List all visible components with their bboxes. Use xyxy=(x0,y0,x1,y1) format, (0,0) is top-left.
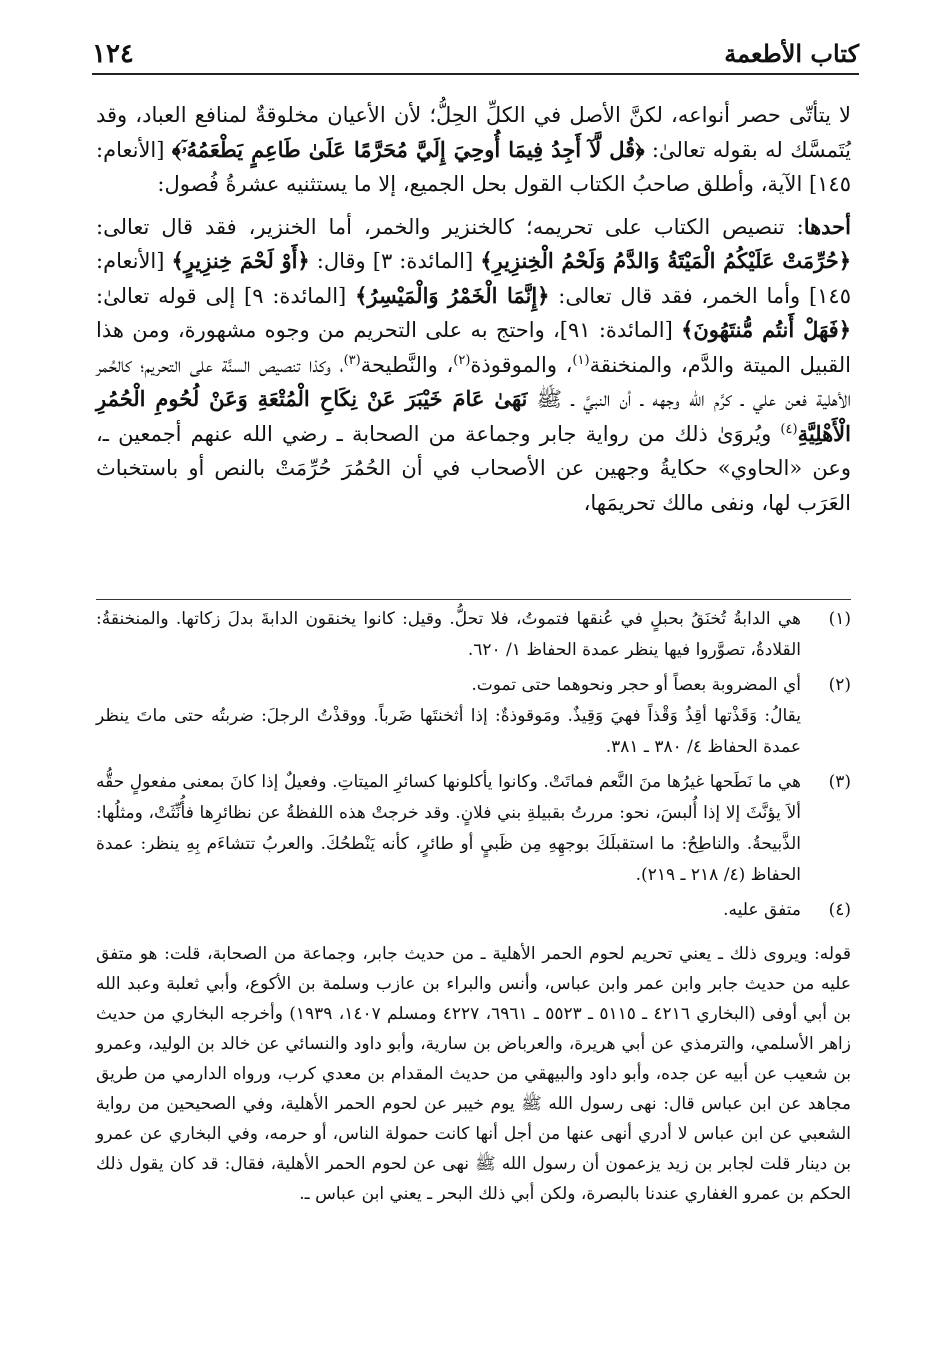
footnote-body xyxy=(96,670,801,763)
footnote-ref-3[interactable]: (٣) xyxy=(343,352,361,368)
footnote-ref-1[interactable]: (١) xyxy=(572,352,590,368)
commentary-text: قوله: ويروى ذلك ـ يعني تحريم لحوم الحمر الأهلية ـ من حديث جابر، وجماعة من الصحابة، قلت: هو متفق عليه من حديث جابر وابن عمر وابن عباس، وأنس والبراء بن عازب وسلمة بن الأكوع، وأبي ثعلبة وعبد الله بن أبي أوفى (البخاري ٤٢١٦ ـ ٥١١٥ ـ ٥٥٢٣ ـ ٦٩٦١، ٤٢٢٧ ومسلم ١٤٠٧، ١٩٣٩) وأخرجه البخاري من حديث زاهر الأسلمي، والترمذي عن أبي هريرة، والعرباض بن سارية، وأبو داود والنسائي عن خالد بن الوليد، وعمرو بن شعيب عن أبيه عن جده، وأبو داود والبيهقي من حديث المقدام بن معدي كرب، ورواه الدارمي من طريق مجاهد عن ابن عباس قال: نهى رسول الله ﷺ يوم خيبر عن لحوم الحمر الأهلية، وفي الصحيحين من رواية الشعبي عن ابن عباس لا أدري أنهى عنها من أجل أنها كانت حمولة الناس، أو حرمه، وفي البخاري عن عمرو بن دينار قلت لجابر بن زيد يزعمون أن رسول الله ﷺ نهى عن لحوم الحمر الأهلية، فقال: قد كان يقول ذلك الحكم بن عمرو الغفاري عندنا بالبصرة، ولكن أبي ذلك البحر ـ يعني ابن عباس ـ. xyxy=(96,944,852,1204)
page-number: ١٢٤ xyxy=(92,39,134,69)
text-run: ، والنَّطيحة xyxy=(360,352,454,377)
text-run: لا يتأتّى حصر أنواعه، لكنَّ الأصل في الكلِّ الحِلُّ؛ لأن الأعيان مخلوقةٌ لمنافع العباد، وقد يُتَمسَّك له بقوله تعالىٰ: xyxy=(96,103,851,162)
main-paragraph-1 xyxy=(96,98,851,202)
footnote-4 xyxy=(96,895,851,926)
footnote-body xyxy=(96,895,801,926)
footnote-3 xyxy=(96,767,851,891)
commentary-block xyxy=(96,939,851,1339)
text-run: ويُروَىٰ ذلك من رواية جابر وجماعة من الصحابة ـ رضي الله عنهم أجمعين ـ، وعن «الحاوي» حكايةُ وجهين عن الأصحاب في أن الحُمُرَ حُرِّمَتْ بالنص أو باستخباث العَرَب لها، ونفى مالك تحريمَها، xyxy=(96,421,851,515)
footnote-number: (٣) xyxy=(828,772,851,792)
footnote-body xyxy=(96,604,801,666)
footnote-text: أي المضروبة بعصاً أو حجر ونحوهما حتى تموت. xyxy=(471,675,801,695)
text-run: ، والموقوذة xyxy=(470,352,573,377)
header-divider xyxy=(92,73,859,75)
main-text xyxy=(96,98,851,584)
hadith-text: نَهَىٰ عَامَ خَيْبَرَ عَنْ نِكَاحِ الْمُتْعَةِ وَعَنْ لُحُومِ الْحُمُرِ الْأَهْلِيَّةِ xyxy=(96,386,851,446)
quran-verse: ﴿قُل لَّآ أَجِدُ فِيمَا أُوحِيَ إِلَيَّ مُحَرَّمًا عَلَىٰ طَاعِمٍ يَطْعَمُهُۥٓ﴾ xyxy=(171,136,645,162)
footnote-text: يقالُ: وَقَذْتها أقِذُ وَقْذاً فهيَ وَقِيذٌ. ومَوقوذةٌ: إذا أثخنتَها ضَرباً. ووقذْتُ الرجلَ: ضربتُه حتى ماتَ ينظر عمدة الحفاظ ٤/ ٣٨٠ ـ ٣٨١. xyxy=(96,706,801,757)
quran-verse: ﴿فَهَلْ أَنتُم مُّنتَهُونَ﴾ xyxy=(681,317,852,342)
quran-verse: ﴿إِنَّمَا الْخَمْرُ وَالْمَيْسِرُ﴾ xyxy=(355,282,550,308)
footnote-body xyxy=(96,767,801,891)
footnote-text: هي ما نَطَحها غيرُها منَ النَّعم فماتَتْ. وكانوا يأكلونها كسائرِ الميتاتِ. وفعيلٌ إذا كانَ بمعنى مفعولٍ حقُّه ألاَ يؤنَّثَ إلا إذا أُلبسَ، نحو: مررتُ بقبيلةِ بني فلانٍ. وقد خرجتْ هذه اللفظةُ عن نظائرِها فأُنِّثَتْ، ومثلُها: الذَّبيحةُ. والناطِحُ: ما استقبلَكَ بوجهِهِ مِن ظَبيٍ أو طائرٍ، كأنه يَنْطحُكَ. والعربُ تتشاءَم بِهِ ينظر: عمدة الحفاظ (٤/ ٢١٨ ـ ٢١٩). xyxy=(96,772,801,885)
text-run: [المائدة: ٩١]، واحتج به على التحريم من وجوه مشهورة، ومن هذا القبيل الميتة والدَّم، والمنخنقة xyxy=(96,318,852,377)
footnote-divider xyxy=(96,599,851,600)
text-run: [الأنعام: ١٤٥] الآية، وأطلق صاحبُ الكتاب القول بحل الجميع، إلا ما يستثنيه عشرةُ فُصول: xyxy=(96,137,851,196)
footnote-ref-4[interactable]: (٤) xyxy=(780,421,798,437)
chapter-title: كتاب الأطعمة xyxy=(724,39,859,68)
footnote-number: (٢) xyxy=(828,675,851,695)
text-run: [المائدة: ٣] وقال: xyxy=(309,249,481,273)
text-run: : تنصيص الكتاب على تحريمه؛ كالخنزير والخمر، أما الخنزير، فقد قال تعالى: xyxy=(96,214,804,239)
footnote-1 xyxy=(96,604,851,666)
text-run: ، وكذا تنصيص السنَّة على التحريم؛ كالحُمر الأهلية فعن علي ـ كرَّم الله وجهه ـ أن النبيَّ ـ ﷺ xyxy=(96,352,851,411)
section-lead-word: أحدها xyxy=(803,213,851,239)
footnote-number: (٤) xyxy=(828,900,851,920)
footnotes xyxy=(96,604,851,920)
quran-verse: ﴿أَوْ لَحْمَ خِنزِيرٍ﴾ xyxy=(171,248,310,273)
footnote-2 xyxy=(96,670,851,763)
text-run: [الأنعام: ١٤٥] وأما الخمر، فقد قال تعالى: xyxy=(96,249,851,308)
footnote-text: هي الدابةُ تُخنَقُ بحبلٍ في عُنقها فتموتُ، فلا تحلُّ. وقيل: كانوا يخنقون الدابةَ بدلَ زكاتها. والمنخنقةُ: القلادةُ، تصوَّروا فيها ينظر عمدة الحفاظ ١/ ٦٢٠. xyxy=(96,609,801,660)
footnote-text: متفق عليه. xyxy=(723,900,801,920)
page-header xyxy=(92,35,859,73)
footnote-ref-2[interactable]: (٢) xyxy=(453,352,471,368)
quran-verse: ﴿حُرِّمَتْ عَلَيْكُمُ الْمَيْتَةُ وَالدَّمُ وَلَحْمُ الْخِنزِيرِ﴾ xyxy=(480,248,851,273)
main-paragraph-2 xyxy=(96,210,851,521)
footnote-number: (١) xyxy=(828,609,851,629)
text-run: [المائدة: ٩] إلى قوله تعالىٰ: xyxy=(96,283,356,308)
